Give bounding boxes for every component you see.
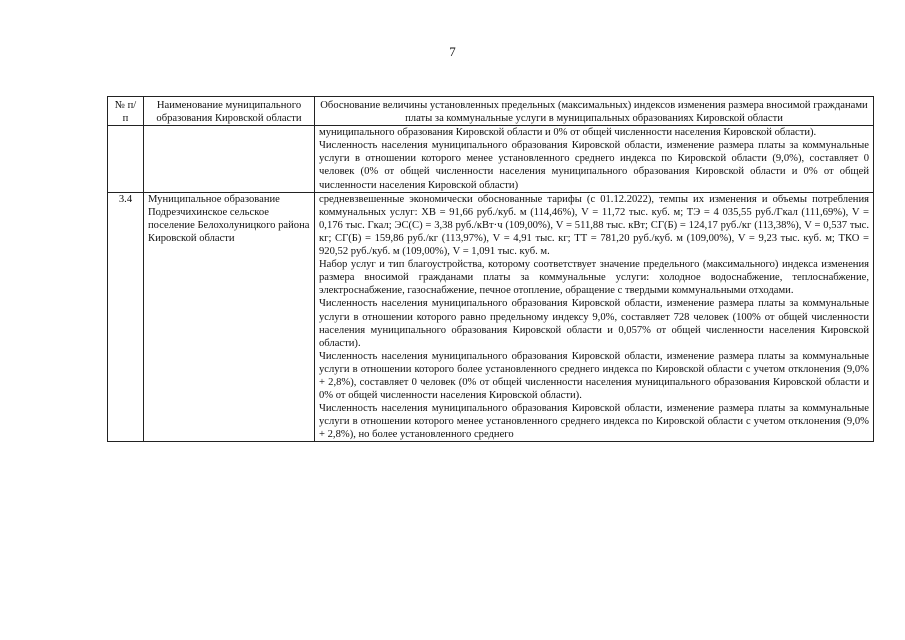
header-number: № п/п	[108, 97, 144, 126]
row-municipality	[144, 126, 315, 192]
row-municipality: Муниципальное образование Подрезчихинское сельское поселение Белохолуницкого района Кировской области	[144, 192, 315, 442]
paragraph: Численность населения муниципального образования Кировской области, изменение размера платы за коммунальные услуги в отношении которого более установленного среднего индекса по Кировской области с учетом отклонения (9,0% + 2,8%), составляет 0 человек (0% от общей численности населения муниципального образования Кировской области и 0% от общей численности населения Кировской области).	[319, 350, 869, 402]
paragraph: Численность населения муниципального образования Кировской области, изменение размера платы за коммунальные услуги в отношении которого менее установленного среднего индекса по Кировской области (9,0%), составляет 0 человек (0% от общей численности населения муниципального образования Кировской области и 0% от общей численности населения Кировской области)	[319, 140, 869, 191]
row-justification	[315, 192, 874, 442]
row-justification	[315, 126, 874, 192]
table-header-row	[108, 97, 874, 126]
paragraph: Набор услуг и тип благоустройства, которому соответствует значение предельного (максимального) индекса изменения размера вносимой гражданами платы за коммунальные услуги: холодное водоснабжение, теплоснабжение, электроснабжение, газоснабжение, печное отопление, обращение с твердыми коммунальными отходами.	[319, 259, 869, 297]
header-justification: Обоснование величины установленных предельных (максимальных) индексов изменения размера вносимой гражданами платы за коммунальные услуги в муниципальных образованиях Кировской области	[315, 97, 874, 126]
page-number: 7	[449, 44, 456, 59]
paragraph: Численность населения муниципального образования Кировской области, изменение размера платы за коммунальные услуги в отношении которого менее установленного среднего индекса по Кировской области с учетом отклонения (9,0% + 2,8%), но более установленного среднего	[319, 403, 869, 441]
paragraph: муниципального образования Кировской области и 0% от общей численности населения Кировской области).	[319, 127, 817, 139]
table-row-continued	[108, 126, 874, 192]
tariff-table	[107, 96, 874, 442]
paragraph: Численность населения муниципального образования Кировской области, изменение размера платы за коммунальные услуги в отношении которого равно предельному индексу 9,0%, составляет 728 человек (100% от общей численности населения муниципального образования Кировской области и 0,057% от общей численности населения Кировской области).	[319, 298, 869, 349]
header-municipality: Наименование муниципального образования Кировской области	[144, 97, 315, 126]
row-number: 3.4	[108, 192, 144, 442]
paragraph: средневзвешенные экономически обоснованные тарифы (с 01.12.2022), темпы их изменения и объемы потребления коммунальных услуг: ХВ = 91,66 руб./куб. м (114,46%), V = 11,72 тыс. куб. м; ТЭ = 4 035,55 руб./Гкал (111,69%), V = 0,176 тыс. Гкал; ЭС(С) = 3,38 руб./кВт·ч (109,00%), V = 511,88 тыс. кВт; СГ(Б) = 124,17 руб./кг (113,38%), V = 0,537 тыс. кг; СГ(Б) = 159,86 руб./кг (113,97%), V = 4,91 тыс. кг; ТТ = 781,20 руб./куб. м (109,00%), V = 9,23 тыс. куб. м; ТКО = 920,52 руб./куб. м (109,00%), V = 1,091 тыс. куб. м.	[319, 193, 869, 258]
row-number	[108, 126, 144, 192]
table-row-3-4	[108, 192, 874, 442]
